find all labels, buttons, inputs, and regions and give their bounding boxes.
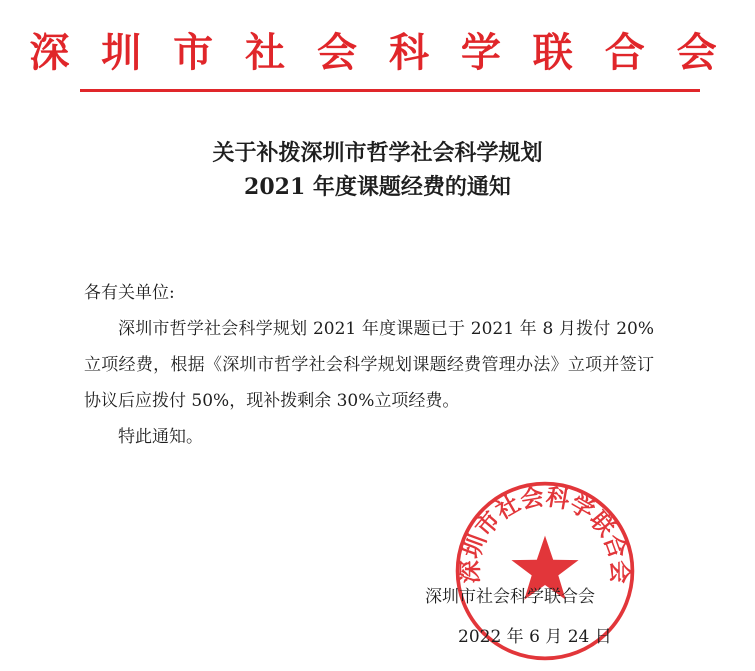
signature-date: 2022 年 6 月 24 日 (458, 627, 612, 647)
salutation: 各有关单位: (84, 283, 175, 303)
main-paragraph: 深圳市哲学社会科学规划 2021 年度课题已于 2021 年 8 月拨付 20%立项经费，根据《深圳市哲学社会科学规划课题经费管理办法》立项并签订协议后应拨付 50%，现补拨剩余 30%立项经费。 (84, 319, 654, 411)
notice-title-line-2: 2021 年度课题经费的通知 (244, 174, 511, 200)
letterhead-org-name: 深 圳 市 社 会 科 学 联 合 会 (29, 29, 726, 76)
notice-title (0, 136, 755, 204)
signature-org: 深圳市社会科学联合会 (425, 587, 595, 607)
letterhead-red-rule (80, 89, 700, 92)
seal-text-path: 深圳市社会科学联合会 (457, 483, 633, 584)
notice-title-line-1: 关于补拨深圳市哲学社会科学规划 (212, 140, 543, 166)
closing-line: 特此通知。 (118, 427, 203, 447)
letter-body (84, 275, 654, 455)
